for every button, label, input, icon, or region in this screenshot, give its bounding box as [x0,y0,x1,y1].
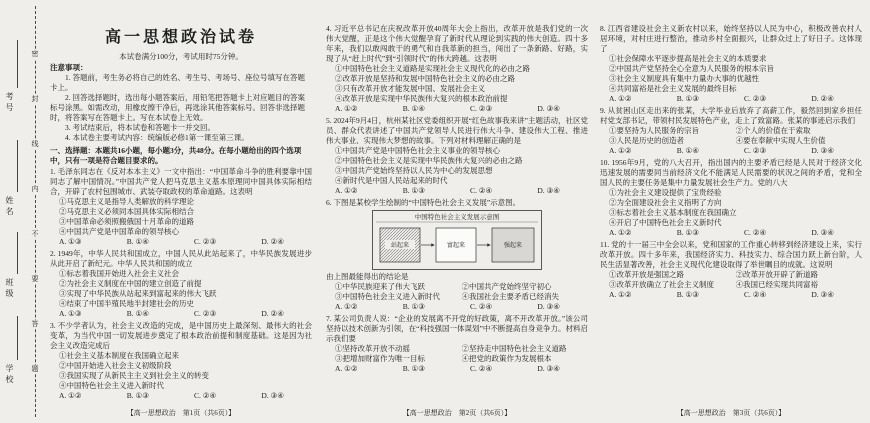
question-options [326,282,588,302]
choice-b: B. ①④ [126,309,149,318]
question-6 [326,198,588,312]
question-options [600,188,862,228]
option-4: ④把党的政策作为发展根本 [461,354,552,363]
answer-choices [326,104,588,114]
answer-choices [326,364,588,374]
question-2 [50,249,312,319]
choice-a: A. ①③ [59,309,82,318]
question-figure [372,210,542,270]
answer-choices [326,302,588,312]
option-1: ①改革开放是强国之路 [609,270,684,279]
option-1: ①社会保障水平逐步提高是社会主义的本质要求 [609,54,767,63]
option-1: ①标志着我国开始进入社会主义社会 [59,269,179,278]
option-2: ②中国开始进入社会主义初级阶段 [59,361,172,370]
figure-stage-2: 富起来 [446,243,466,249]
page-column-1 [50,24,312,404]
question-options [326,344,588,364]
choice-a: A. ①② [59,391,82,400]
choice-b: B. ①③ [126,391,149,400]
choice-b: B. ①③ [402,364,425,373]
option-3: ③标志着社会主义基本制度在我国确立 [609,208,737,217]
question-list [600,24,862,300]
option-2: ②为社会主义制度在中国的建立创造了前提 [59,279,202,288]
choice-a: A. ①② [335,186,358,195]
question-options [50,351,312,391]
class-blank [17,232,18,274]
question-options [50,269,312,309]
note-item: 1. 答题前，考生务必将自己的姓名、考生号、考场号、座位号填写在答题卡上。 [50,73,305,92]
option-1: ①中国共产党是中国特色社会主义事业的领导核心 [335,146,500,155]
choice-b: B. ①③ [676,290,699,299]
page-footer-3: 【高一思想政治 第3页（共6页）】 [676,409,786,417]
figure-title: 中国特色社会主义发展示意图 [414,214,500,221]
choice-d: D. ③④ [537,104,560,113]
question-list [50,167,312,401]
option-4: ④中国特色社会主义进入新时代 [59,381,164,390]
choice-c: C. ②④ [470,364,493,373]
option-4: ④中国共产党是中国革命的领导核心 [59,227,179,236]
question-stem: 11. 党的十一届三中全会以来，党和国家的工作重心转移到经济建设上来，实行改革开放。四十多年来，我国经济实力、科技实力、综合国力跃上新台阶，人民生活显著改善，社会主义现代化建设取得了举世瞩目的成就。这说明 [600,240,862,269]
question-stem: 10. 1956年9月，党的八大召开，指出国内的主要矛盾已经是人民对于经济文化迅速发展的需要同当前经济文化不能满足人民需要的状况之间的矛盾，党和全国人民的主要任务是集中力量发展社会生产力。党的八大 [600,158,862,187]
choice-a: A. ①② [609,228,632,237]
seal-char: 密 [31,50,39,58]
option-3: ③社会主义制度具有集中力量办大事的优越性 [609,74,759,83]
choice-c: C. ②④ [470,302,493,311]
choice-b: B. ①④ [676,146,699,155]
school-blank [17,316,18,360]
question-5 [326,116,588,196]
option-1: ①社会主义基本制度在我国确立起来 [59,351,179,360]
choice-d: D. ②④ [261,309,284,318]
answer-choices [326,186,588,196]
choice-c: C. ②③ [194,237,217,246]
question-stem: 9. 从贫困山区走出来的张某，大学毕业后放弃了高薪工作，毅然回到家乡担任村党支部书记，带领村民发展特色产业，走上了致富路。张某的事迹启示我们 [600,106,862,125]
school-label: 学校 [5,364,14,386]
question-stem: 5. 2024年9月4日，杭州某社区党委组织开展“红色故事我来讲”主题活动，社区党员、群众代表讲述了中国共产党领导人民进行伟大斗争、建设伟大工程、推进伟大事业、实现伟大梦想的故事。下列对材料理解正确的是 [326,116,588,145]
question-stem: 7. 某公司负责人说：“企业的发展离不开党的好政策，离不开改革开放。”该公司坚持以技术创新为引领，在“科技强国一体谋划”中不断提高自身竞争力。材料启示我们要 [326,314,588,343]
answer-choices [600,146,862,156]
choice-a: A. ①② [609,146,632,155]
question-stem: 8. 江西省建设社会主义新农村以来，始终坚持以人民为中心，积极改善农村人居环境，对村庄进行整治，推动乡村全面振兴，让群众过上了好日子。这体现了 [600,24,862,53]
choice-c: C. ②③ [744,146,767,155]
option-1: ①中国特色社会主义道路是实现社会主义现代化的必由之路 [335,64,530,73]
answer-choices [50,309,312,319]
page-column-2 [326,24,588,404]
choice-d: D. ③④ [537,364,560,373]
choice-d: D. ②④ [811,94,834,103]
seal-char: 内 [31,185,39,193]
question-options [326,146,588,186]
option-4: ④新时代是中国人民站起来的时代 [335,176,448,185]
question-follow-up: 由上图最能得出的结论是 [326,272,409,281]
question-8 [600,24,862,104]
name-blank [17,140,18,192]
choice-d: D. ③④ [537,186,560,195]
question-options [326,64,588,104]
option-1: ①坚持改革开放不动摇 [335,344,410,353]
seal-char: 要 [31,275,39,283]
notes-title: 注意事项： [50,63,88,72]
option-4: ④改革开放是实现中华民族伟大复兴的根本政治前提 [335,94,508,103]
choice-b: B. ①④ [402,104,425,113]
question-7 [326,314,588,374]
choice-c: C. ②④ [744,290,767,299]
answer-choices [600,290,862,300]
question-1 [50,167,312,247]
seal-char: 不 [31,230,39,238]
question-options [600,270,862,290]
option-1: ①要坚持为人民服务的宗旨 [609,126,699,135]
question-4 [326,24,588,114]
option-4: ④开启了中国特色社会主义新时代 [609,218,722,227]
option-3: ③中国特色社会主义进入新时代 [335,292,440,301]
option-1: ①为社会主义建设提供了宝贵经验 [609,188,722,197]
seal-char: 线 [31,140,39,148]
choice-d: D. ③④ [811,228,834,237]
option-4: ④我国已经实现共同富裕 [735,280,818,289]
figure-stage-1: 站起来 [390,243,410,249]
choice-b: B. ①③ [402,302,425,311]
answer-choices [50,391,312,401]
section-heading: 一、选择题：本题共16小题，每小题3分，共48分。在每小题给出的四个选项中，只有一项是符合题目要求的。 [50,146,302,165]
option-3: ③实现了中华民族从站起来到富起来的伟大飞跃 [59,289,217,298]
choice-c: C. ②④ [470,186,493,195]
option-2: ②坚持走中国特色社会主义道路 [461,344,567,353]
binding-strip [0,0,44,423]
answer-choices [50,237,312,247]
choice-c: C. ②③ [194,309,217,318]
option-4: ④要在奉献中实现人生价值 [735,136,826,145]
name-label: 姓名 [5,196,14,218]
option-2: ②个人的价值在于索取 [735,126,811,135]
option-2: ②改革开放是坚持和发展中国特色社会主义的必由之路 [335,74,515,83]
choice-a: A. ①② [335,364,358,373]
question-list [326,24,588,374]
option-1: ①中华民族迎来了伟大飞跃 [335,282,425,291]
option-4: ④我国社会主要矛盾已经消失 [461,292,559,301]
seal-char: 封 [31,95,39,103]
exam-number-label: 考号 [5,92,14,114]
note-item: 4. 本试卷主要考试内容：统编版必修1第一课至第三课。 [65,133,249,142]
choice-d: D. ③④ [261,391,284,400]
choice-d: D. ②④ [261,237,284,246]
seal-char: 答 [31,320,39,328]
choice-b: B. ①③ [676,94,699,103]
figure-stage-3: 强起来 [503,243,523,249]
note-item: 3. 考试结束后，将本试卷和答题卡一并交回。 [65,123,215,132]
choice-c: C. ②③ [470,104,493,113]
option-2: ②中国特色社会主义是实现中华民族伟大复兴的必由之路 [335,156,523,165]
class-label: 班级 [5,278,14,300]
choice-c: C. ②③ [744,94,767,103]
choice-a: A. ①② [609,94,632,103]
seal-char: 题 [31,365,39,373]
question-stem: 1. 毛泽东同志在《反对本本主义》一文中指出：“中国革命斗争的胜利要靠中国同志了解中国情况。”中国共产党人把马克思主义基本原理同中国具体实际相结合，开辟了农村包围城市、武装夺取政权的革命道路。这表明 [50,167,312,196]
seal-line [35,6,36,417]
question-stem: 6. 下图是某校学生绘制的“中国特色社会主义发展”示意图。 [326,198,521,207]
option-1: ①马克思主义是指导人类解放的科学理论 [59,197,194,206]
question-10 [600,158,862,238]
choice-a: A. ①③ [59,237,82,246]
exam-title: 高一思想政治试卷 [104,29,257,46]
question-9 [600,106,862,156]
answer-choices [600,228,862,238]
choice-b: B. ①③ [402,186,425,195]
choice-d: D. ③④ [537,302,560,311]
option-3: ③改革开放确立了社会主义制度 [609,280,714,289]
question-options [600,54,862,94]
choice-d: D. ③④ [811,290,834,299]
choice-c: C. ②④ [744,228,767,237]
exam-number-blank [17,40,18,88]
choice-c: C. ②④ [194,391,217,400]
choice-b: B. ①④ [126,237,149,246]
page-column-3 [600,24,862,404]
option-2: ②为全面建设社会主义指明了方向 [609,198,722,207]
option-2: ②中国共产党坚持全心全意为人民服务的根本宗旨 [609,64,774,73]
question-stem: 3. 不少学者认为，社会主义改造的完成，是中国历史上最深刻、最伟大的社会变革，为当代中国一切发展进步奠定了根本政治前提和制度基础。这是因为社会主义改造完成后 [50,321,312,350]
question-options [600,126,862,146]
question-3 [50,321,312,401]
option-3: ③把增加财富作为唯一目标 [335,354,425,363]
page-footer-1: 【高一思想政治 第1页（共6页）】 [126,409,236,417]
note-item: 2. 回答选择题时，选出每小题答案后，用铅笔把答题卡上对应题目的答案标号涂黑。如需改动，用橡皮擦干净后，再选涂其他答案标号。回答非选择题时，将答案写在答题卡上。写在本试卷上无效。 [50,93,305,122]
choice-b: B. ①③ [676,228,699,237]
question-stem: 2. 1949年，中华人民共和国成立，中国人民从此站起来了，中华民族发展进步从此开启了新纪元。中华人民共和国的成立 [50,249,312,268]
option-3: ③中国革命必须照搬俄国十月革命的道路 [59,217,194,226]
option-2: ②中国共产党始终坚守初心 [461,282,552,291]
choice-a: A. ①② [335,302,358,311]
question-stem: 4. 习近平总书记在庆祝改革开放40周年大会上指出，改革开放是我们党的一次伟大觉醒，正是这个伟大觉醒孕育了新时代从理论到实践的伟大创造。四十多年来，我们以敢闯敢干的勇气和自我革新的担当，闯出了一条新路、好路，实现了从“赶上时代”到“引领时代”的伟大跨越。这表明 [326,24,588,63]
choice-a: A. ①② [335,104,358,113]
question-11 [600,240,862,300]
option-3: ③中国共产党始终坚持以人民为中心的发展思想 [335,166,493,175]
choice-a: A. ①② [609,290,632,299]
option-4: ④共同富裕是社会主义发展的最终目标 [609,84,737,93]
option-4: ④结束了中国半殖民地半封建社会的历史 [59,299,194,308]
option-2: ②改革开放开辟了新道路 [735,270,818,279]
option-3: ③我国实现了从新民主主义到社会主义的转变 [59,371,209,380]
option-2: ②马克思主义必须同本国具体实际相结合 [59,207,194,216]
question-options [50,197,312,237]
option-3: ③只有改革开放才能发展中国、发展社会主义 [335,84,485,93]
answer-choices [600,94,862,104]
page-footer-2: 【高一思想政治 第2页（共6页）】 [402,409,512,417]
choice-d: D. ③④ [811,146,834,155]
option-3: ③人民是历史的创造者 [609,136,684,145]
exam-meta: 本试卷满分100分，考试用时75分钟。 [119,52,243,61]
